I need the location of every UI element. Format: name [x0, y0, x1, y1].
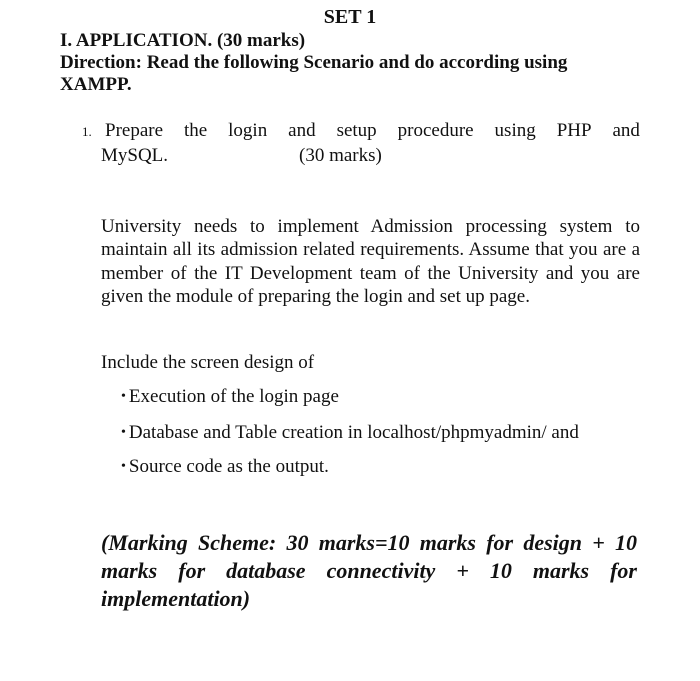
bullet-text: Database and Table creation in localhost/phpmyadmin/ and [128, 422, 579, 443]
question-line-1 [105, 120, 640, 142]
bullet-text: Source code as the output. [128, 456, 329, 477]
question-word: the [183, 120, 208, 141]
set-title: SET 1 [323, 6, 377, 28]
scenario-paragraph: University needs to implement Admission processing system to maintain all its admission related requirements. Assume that you are a member of the IT Development team of the University and you are given the module of preparing the login and set up page. [101, 216, 640, 307]
marking-scheme: (Marking Scheme: 30 marks=10 marks for design + 10 marks for database connectivity + 10 marks for implementation) [101, 530, 637, 611]
bullet-icon: • [121, 389, 126, 404]
bullet-item [121, 456, 329, 478]
question-word: and [288, 120, 316, 141]
bullet-item [121, 386, 339, 408]
section-heading: I. APPLICATION. (30 marks) [60, 30, 306, 51]
question-word: Prepare [105, 120, 164, 141]
question-line-2: MySQL. [101, 145, 169, 166]
question-word: using [494, 120, 536, 141]
question-word: PHP [556, 120, 592, 141]
question-number: 1. [82, 124, 92, 139]
bullet-item [121, 422, 579, 444]
question-word: procedure [397, 120, 474, 141]
bullet-icon: • [121, 459, 126, 474]
question-word: setup [336, 120, 377, 141]
bullet-icon: • [121, 425, 126, 440]
question-marks: (30 marks) [299, 145, 382, 166]
include-intro: Include the screen design of [101, 352, 315, 373]
question-word: and [612, 120, 640, 141]
question-word: login [228, 120, 268, 141]
direction-text: Direction: Read the following Scenario and do according using XAMPP. [60, 52, 568, 95]
bullet-text: Execution of the login page [128, 386, 339, 407]
